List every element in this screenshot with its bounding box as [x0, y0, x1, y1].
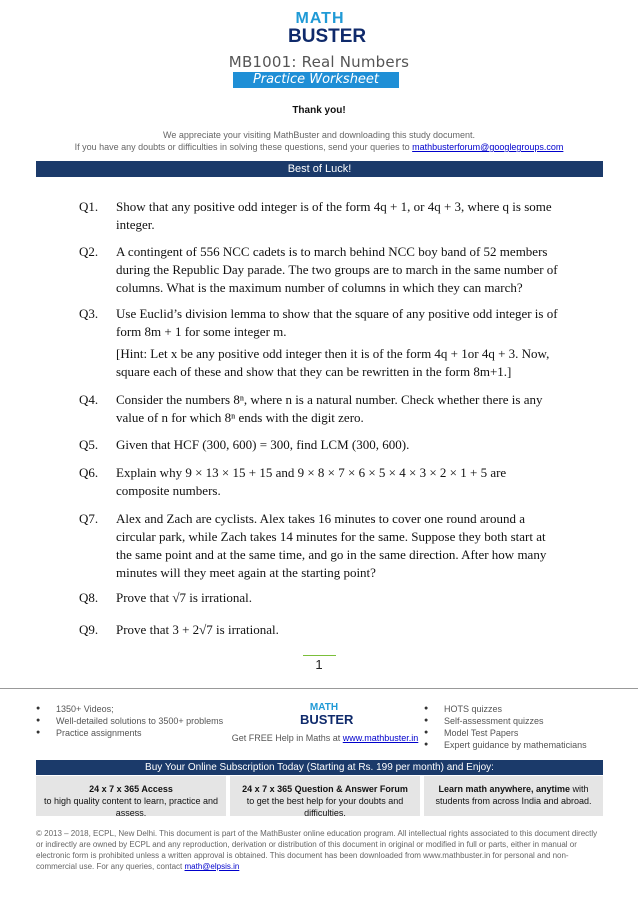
question-text: Prove that √7 is irrational. [116, 590, 253, 605]
feature-item: ● Model Test Papers [424, 727, 604, 739]
question-2 [79, 243, 559, 297]
question-4 [79, 391, 559, 427]
question-number: Q6. [79, 465, 99, 480]
hint-text: [Hint: Let x be any positive odd integer then it is of the form 4q + 1or 4q + 3. Now, square each of these and show that they can be rewritten in the form 8m+1.] [116, 346, 550, 379]
box-title-rest: with [570, 784, 589, 794]
feature-item: ● 1350+ Videos; [36, 703, 236, 715]
logo-math-text: MATH [295, 10, 345, 27]
question-number: Q4. [79, 392, 99, 407]
question-7 [79, 510, 559, 582]
question-text: Prove that 3 + 2√7 is irrational. [116, 622, 279, 637]
forum-box [230, 776, 420, 816]
doubts-text [0, 142, 638, 152]
question-number: Q7. [79, 511, 99, 526]
question-5 [79, 436, 559, 454]
page-number: 1 [315, 657, 323, 672]
question-8 [79, 589, 559, 607]
logo-buster-text: BUSTER [288, 26, 367, 47]
question-1 [79, 198, 559, 234]
worksheet-subtitle: MB1001: Real Numbers [228, 53, 410, 71]
question-text: Consider the numbers 8ⁿ, where n is a natural number. Check whether there is any value of n for which 8ⁿ ends with the digit zero. [116, 392, 543, 425]
question-number: Q8. [79, 590, 99, 605]
footer-mathbuster-logo [300, 702, 354, 730]
learn-anywhere-box [424, 776, 603, 816]
box-text: students from across India and abroad. [435, 796, 592, 806]
question-text: Use Euclid’s division lemma to show that the square of any positive odd integer is of form 8m + 1 for some integer m. [116, 306, 558, 339]
box-text: to get the best help for your doubts and difficulties. [246, 796, 404, 818]
feature-item: ● HOTS quizzes [424, 703, 604, 715]
question-text: Show that any positive odd integer is of the form 4q + 1, or 4q + 3, where q is some integer. [116, 199, 552, 232]
question-text: Alex and Zach are cyclists. Alex takes 16 minutes to cover one round around a circular park, while Zach takes 14 minutes for the same. Suppose they both start at the same point and at the same time, and go in the same direction. After how many minutes will they meet again at the starting point? [116, 511, 547, 580]
footer-divider [0, 688, 638, 689]
question-3 [79, 305, 559, 341]
copyright-notice [36, 828, 603, 872]
question-number: Q3. [79, 306, 99, 321]
feature-item: ● Self-assessment quizzes [424, 715, 604, 727]
page-number-rule [303, 655, 336, 656]
access-box [36, 776, 226, 816]
logo-math-text: MATH [309, 702, 339, 713]
box-title: 24 x 7 x 365 Question & Answer Forum [242, 784, 408, 794]
question-6 [79, 464, 559, 500]
subscription-banner: Buy Your Online Subscription Today (Starting at Rs. 199 per month) and Enjoy: [36, 760, 603, 775]
question-9 [79, 621, 559, 639]
free-help-text [230, 733, 420, 743]
logo-buster-text: BUSTER [300, 712, 354, 727]
copyright-text: © 2013 – 2018, ECPL, New Delhi. This document is part of the MathBuster online education program. All intellectual rights associated to this document directly or indirectly are owned by ECPL and any reproduction, derivation or distribution of this document in original or modified in full or parts, either in manual or electronic form is prohibited unless a written approval is obtained. This document has been downloaded from www.mathbuster.in for personal and non-commercial use. For any queries, contact [36, 829, 598, 871]
question-number: Q1. [79, 199, 99, 214]
right-feature-list [424, 703, 604, 751]
feature-item: ● Practice assignments [36, 727, 236, 739]
question-text: Given that HCF (300, 600) = 300, find LCM (300, 600). [116, 437, 410, 452]
feature-item: ● Well-detailed solutions to 3500+ problems [36, 715, 236, 727]
appreciation-text: We appreciate your visiting MathBuster and downloading this study document. [162, 130, 475, 140]
question-3-hint [79, 345, 559, 381]
box-title: 24 x 7 x 365 Access [89, 784, 173, 794]
feature-item: ● Expert guidance by mathematicians [424, 739, 604, 751]
practice-worksheet-banner: Practice Worksheet [233, 72, 399, 88]
thank-you-heading: Thank you! [292, 105, 346, 116]
mathbuster-logo [288, 10, 367, 52]
best-of-luck-banner: Best of Luck! [36, 161, 603, 177]
box-text: to high quality content to learn, practice and assess. [43, 796, 219, 818]
mathbuster-site-link[interactable]: www.mathbuster.in [342, 733, 419, 743]
question-number: Q5. [79, 437, 99, 452]
left-feature-list [36, 703, 236, 739]
free-help-prefix: Get FREE Help in Maths at [231, 733, 343, 743]
doubts-prefix: If you have any doubts or difficulties in solving these questions, send your queries to [74, 142, 413, 152]
question-number: Q9. [79, 622, 99, 637]
question-number: Q2. [79, 244, 99, 259]
question-text: Explain why 9 × 13 × 15 + 15 and 9 × 8 × 7 × 6 × 5 × 4 × 3 × 2 × 1 + 5 are composite numbers. [116, 465, 507, 498]
box-title: Learn math anywhere, anytime [438, 784, 571, 794]
forum-email-link[interactable]: mathbusterforum@googlegroups.com [412, 142, 564, 152]
question-text: A contingent of 556 NCC cadets is to march behind NCC boy band of 52 members during the Republic Day parade. The two groups are to march in the same number of columns. What is the maximum number of columns in which they can march? [116, 244, 558, 295]
contact-email-link[interactable]: math@elpsis.in [184, 862, 240, 871]
